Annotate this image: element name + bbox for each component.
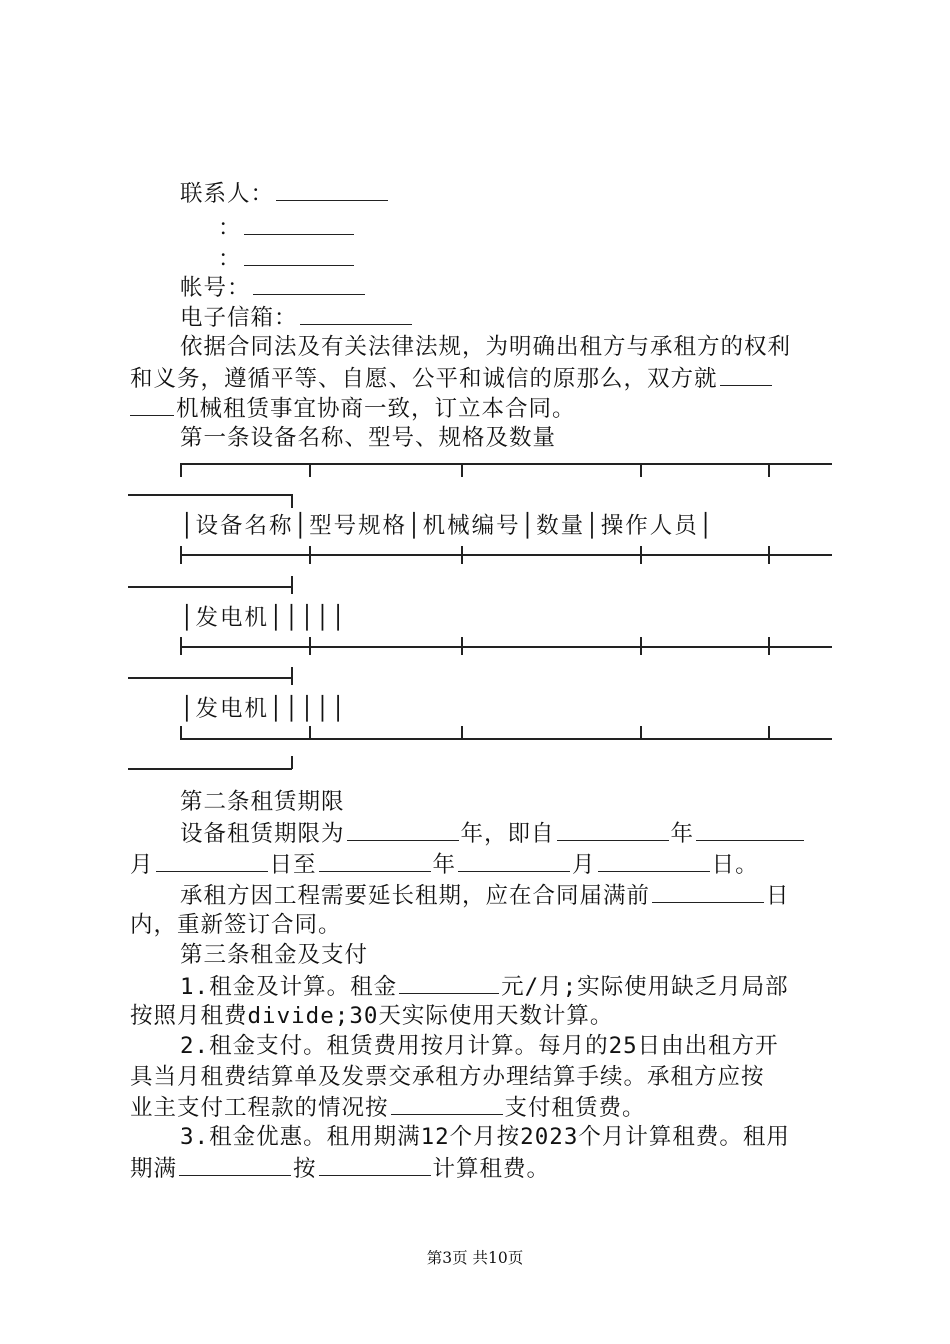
table-rule-3 [180,646,832,648]
lease-blank-1 [347,818,459,841]
rent-item-1-line-1 [180,971,835,1002]
lease-term-text-f: 年 [432,852,457,878]
discount-blank-2 [319,1153,431,1176]
table-tick [180,726,182,739]
contact-line-2 [218,212,418,243]
table-tick [309,463,311,477]
table-rule-top [180,463,832,465]
table-tick [461,726,463,739]
lease-term-text-h: 日。 [711,852,759,878]
rent-item-3-text-b: 期满 [130,1156,178,1182]
table-tick [309,637,311,655]
contact-line-3 [218,243,418,274]
table-tick [640,546,642,564]
rent-item-2-line-1: 2.租金支付。租赁费用按月计算。每月的25日由出租方开 [180,1033,779,1059]
rent-item-1-text-a: 1.租金及计算。租金 [180,974,398,1000]
intro-line-3-text: 机械租赁事宜协商一致，订立本合同。 [176,396,576,422]
lease-term-text-g: 月 [572,852,596,878]
intro-line-2 [130,363,835,394]
table-row-1: │发电机│││││ [180,605,347,631]
contact-person-label: 联系人： [180,181,275,207]
extension-blank [652,880,764,903]
intro-blank-b [130,393,174,416]
lease-blank-3 [696,818,804,841]
intro-line-2-text: 和义务，遵循平等、自愿、公平和诚信的原那么，双方就 [130,366,718,392]
rent-item-3-line-1: 3.租金优惠。租用期满12个月按2023个月计算租费。租用 [180,1124,790,1150]
table-tick [180,463,182,477]
contact-person-blank [276,178,388,201]
email-blank [300,302,412,325]
table-rule-bottom-wrap [128,768,292,770]
intro-line-3 [130,393,835,424]
rent-item-3-text-d: 计算租费。 [432,1156,551,1182]
extension-text-a: 承租方因工程需要延长租期，应在合同届满前 [180,883,651,909]
lease-blank-4 [156,849,268,872]
rent-item-1-line-2: 按照月租费divide;30天实际使用天数计算。 [130,1003,614,1029]
intro-line-1: 依据合同法及有关法律法规，为明确出租方与承租方的权利 [180,334,792,360]
rent-item-2-text-d: 支付租赁费。 [504,1095,646,1121]
table-tick [640,726,642,739]
table-tick [309,726,311,739]
lease-term-text-c: 年 [670,821,695,847]
intro-blank-a [720,363,772,386]
extension-line-1 [180,880,835,911]
table-rule-3-wrap [128,677,292,679]
table-tick [461,637,463,655]
table-tick [291,576,293,594]
table-tick [291,756,293,769]
contact-line-2-blank [244,212,354,235]
account-line [180,272,835,303]
lease-blank-2 [557,818,669,841]
account-blank [253,272,365,295]
account-label: 帐号： [180,275,251,301]
contact-person-line [180,178,835,209]
lease-blank-6 [458,849,570,872]
table-tick [640,463,642,477]
discount-blank-1 [179,1153,291,1176]
page-number: 第3页 共10页 [426,1249,524,1267]
table-tick [640,637,642,655]
rent-item-2-text-c: 业主支付工程款的情况按 [130,1095,389,1121]
contact-line-3-blank [244,243,354,266]
article2-title: 第二条租赁期限 [180,789,345,815]
lease-term-text-e: 日至 [269,852,317,878]
rent-item-3-line-2 [130,1153,835,1184]
lease-term-line-2 [130,849,835,880]
article1-title: 第一条设备名称、型号、规格及数量 [180,425,557,451]
lease-blank-7 [598,849,710,872]
article3-title: 第三条租金及支付 [180,942,369,968]
table-tick [309,546,311,564]
contact-line-2-label: ： [218,215,242,241]
rent-item-1-text-b: 元/月;实际使用缺乏月局部 [501,974,789,1000]
rent-item-2-line-2: 具当月租费结算单及发票交承租方办理结算手续。承租方应按 [130,1064,765,1090]
table-tick [768,546,770,564]
table-rule-2 [180,554,832,556]
table-rule-top-wrap [128,494,292,496]
table-tick [768,463,770,477]
contact-line-3-label: ： [218,246,242,272]
lease-term-line-1 [180,818,835,849]
email-line [180,302,835,333]
table-rule-2-wrap [128,586,292,588]
table-tick [461,546,463,564]
lease-blank-5 [319,849,431,872]
rent-item-3-text-c: 按 [293,1156,317,1182]
rent-blank [399,971,499,994]
email-label: 电子信箱： [180,305,298,331]
table-tick [768,726,770,739]
lease-term-text-a: 设备租赁期限为 [180,821,345,847]
extension-text-b: 日 [766,883,790,909]
table-tick [291,667,293,685]
table-row-2: │发电机│││││ [180,696,347,722]
table-tick [180,637,182,655]
table-tick [291,494,293,508]
lease-term-text-b: 年，即自 [460,821,555,847]
table-tick [768,637,770,655]
table-tick [461,463,463,477]
table-header-row: │设备名称│型号规格│机械编号│数量│操作人员│ [180,513,715,539]
payment-blank [391,1092,503,1115]
table-tick [180,546,182,564]
rent-item-2-line-3 [130,1092,835,1123]
extension-line-2: 内，重新签订合同。 [130,912,342,938]
lease-term-text-d: 月 [130,852,154,878]
table-rule-bottom [180,738,832,740]
